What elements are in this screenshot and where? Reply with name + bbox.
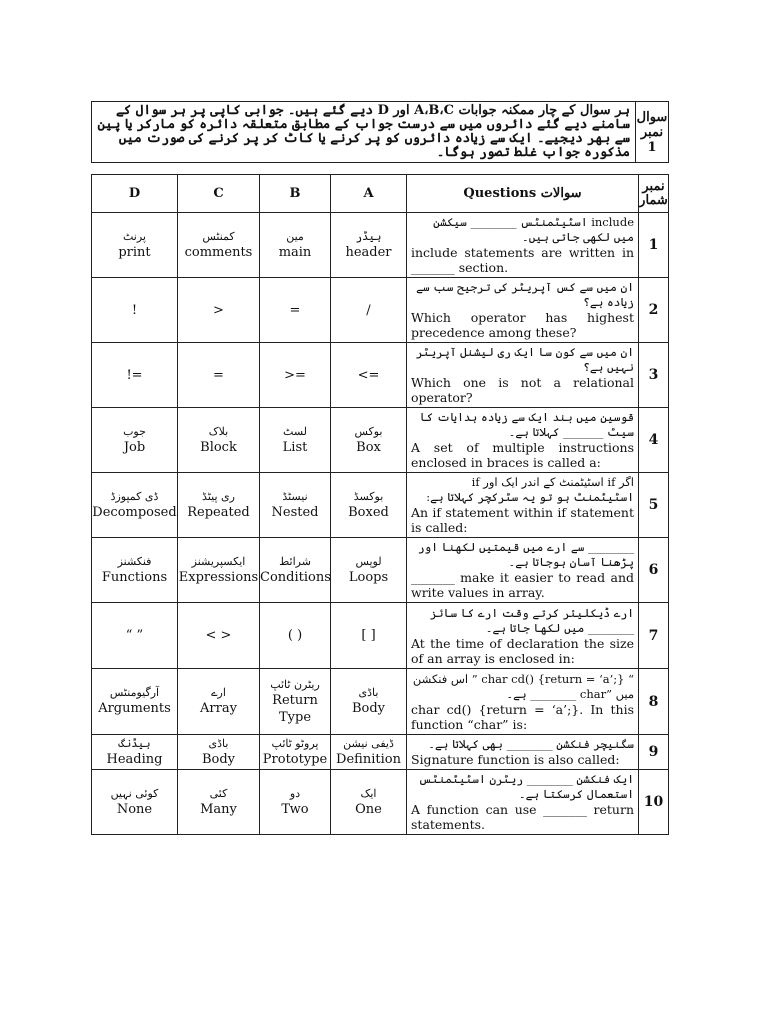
option-b-urdu: دو <box>289 786 301 800</box>
question-cell <box>407 603 639 669</box>
option-b-urdu: نیسٹڈ <box>282 489 308 503</box>
question-number: 4 <box>639 408 669 473</box>
option-d-english: Heading <box>106 751 163 767</box>
option-c-cell <box>178 603 260 669</box>
option-c-cell <box>178 213 260 278</box>
question-urdu: سگنیچر فنکشن ________ بھی کہلاتا ہے۔ <box>428 737 634 751</box>
question-cell <box>407 278 639 343</box>
question-number-label: سوال نمبر 1 <box>636 102 669 163</box>
option-a-english: [ ] <box>361 628 376 643</box>
option-b-english: Two <box>281 801 309 817</box>
table-row <box>92 735 669 770</box>
option-c-urdu: کمنٹس <box>202 229 235 243</box>
option-d-english: Arguments <box>98 701 171 716</box>
option-d-urdu: پرنٹ <box>123 229 146 243</box>
option-a-cell <box>331 538 407 603</box>
option-c-urdu: بلاک <box>208 424 229 438</box>
option-a-urdu: ایک <box>360 786 377 800</box>
option-c-english: comments <box>184 244 253 260</box>
mcq-sheet <box>91 101 668 835</box>
question-english: Which one is not a relational operator? <box>411 375 634 405</box>
table-row <box>92 408 669 473</box>
questions-table <box>91 174 669 835</box>
question-cell <box>407 343 639 408</box>
option-a-english: Loops <box>348 569 389 585</box>
table-row <box>92 473 669 538</box>
instructions-table <box>91 101 669 163</box>
option-d-english: != <box>126 367 143 383</box>
question-urdu: ________ سے ارے میں قیمتیں لکھنا اور پڑھنا آسان ہوجاتا ہے۔ <box>417 540 634 569</box>
option-d-english: Decomposed <box>92 504 177 520</box>
option-c-urdu: باڈی <box>208 736 229 750</box>
option-c-urdu: ری پیٹڈ <box>202 489 235 503</box>
option-b-english: Prototype <box>262 751 328 767</box>
column-header-a: A <box>331 175 407 213</box>
question-number: 3 <box>639 343 669 408</box>
option-c-english: Repeated <box>187 504 250 520</box>
option-b-urdu: پروٹو ٹائپ <box>271 736 319 750</box>
table-row <box>92 213 669 278</box>
option-b-english: >= <box>284 367 306 383</box>
option-d-english: print <box>118 244 151 260</box>
option-c-cell <box>178 278 260 343</box>
question-urdu: قوسین میں بند ایک سے زیادہ ہدایات کا سیٹ _______ کہلاتا ہے۔ <box>419 410 634 439</box>
table-row <box>92 343 669 408</box>
option-a-urdu: ہیڈر <box>355 229 382 243</box>
option-c-cell <box>178 473 260 538</box>
option-a-cell <box>331 343 407 408</box>
option-b-urdu: ریٹرن ٹائپ <box>270 677 320 691</box>
option-d-urdu: جوب <box>123 424 146 438</box>
option-a-cell <box>331 770 407 835</box>
option-a-urdu: بوکسڈ <box>353 489 384 503</box>
option-d-english: ! <box>131 302 138 318</box>
option-b-cell <box>260 770 331 835</box>
option-c-cell <box>178 770 260 835</box>
option-b-english: List <box>282 439 308 455</box>
option-a-urdu: بوکس <box>354 424 383 438</box>
option-b-urdu: لسٹ <box>283 424 307 438</box>
table-row <box>92 538 669 603</box>
option-c-cell <box>178 735 260 770</box>
option-a-cell <box>331 473 407 538</box>
option-a-urdu: لوپس <box>355 554 382 568</box>
option-b-english: Return Type <box>272 692 318 725</box>
option-b-english: ( ) <box>287 628 303 643</box>
question-cell <box>407 735 639 770</box>
option-c-english: Expressions <box>178 569 259 585</box>
option-b-cell <box>260 213 331 278</box>
question-urdu: ایک فنکشن ________ ریٹرن اسٹیٹمنٹس استعمال کرسکتا ہے۔ <box>418 772 634 801</box>
question-number: 1 <box>639 213 669 278</box>
question-number: 7 <box>639 603 669 669</box>
option-c-english: Body <box>201 751 236 767</box>
option-d-english: None <box>116 801 153 817</box>
option-b-english: Nested <box>271 504 319 520</box>
option-a-urdu: ڈیفی نیشن <box>343 736 394 750</box>
option-b-cell <box>260 603 331 669</box>
option-a-english: Definition <box>336 751 401 767</box>
option-a-cell <box>331 213 407 278</box>
option-b-english: Conditions <box>260 569 331 585</box>
option-d-cell <box>92 735 178 770</box>
question-english: char cd() {return = ‘a’;}. In this function “char” is: <box>411 701 634 732</box>
option-b-cell <box>260 538 331 603</box>
question-english: Signature function is also called: <box>411 752 620 767</box>
question-english: Which operator has highest precedence among these? <box>411 310 634 340</box>
question-urdu: ارے ڈیکلیئر کرتے وقت ارے کا سائز ________ میں لکھا جاتا ہے۔ <box>430 605 634 635</box>
table-row <box>92 603 669 669</box>
column-header-serial: نمبر شمار <box>639 175 669 213</box>
option-c-cell <box>178 669 260 735</box>
question-number: 8 <box>639 669 669 735</box>
option-d-cell <box>92 473 178 538</box>
option-b-urdu: مین <box>286 229 304 243</box>
option-c-english: Block <box>200 439 237 455</box>
question-english: A set of multiple instructions enclosed in braces is called a: <box>411 440 634 470</box>
question-rows <box>92 213 669 835</box>
option-b-cell <box>260 408 331 473</box>
option-d-cell <box>92 770 178 835</box>
option-a-urdu: باڈی <box>358 686 379 699</box>
option-c-english: Many <box>200 801 237 817</box>
column-header-c: C <box>178 175 260 213</box>
table-header-row <box>92 175 669 213</box>
option-d-english: Job <box>123 439 146 455</box>
question-english: An if statement within if statement is called: <box>411 505 634 535</box>
option-a-english: One <box>355 801 382 817</box>
option-d-urdu: کوئی نہیں <box>110 786 159 800</box>
question-english: At the time of declaration the size of an array is enclosed in: <box>411 635 634 666</box>
option-d-cell <box>92 669 178 735</box>
question-cell <box>407 408 639 473</box>
option-b-urdu: شرائط <box>279 554 311 568</box>
question-urdu: اگر if اسٹیٹمنٹ کے اندر ایک اور if اسٹیٹمنٹ ہو تو یہ سٹرکچر کہلاتا ہے: <box>426 475 634 504</box>
question-urdu: ان میں سے کون سا ایک ری لیشنل آپریٹر نہیں ہے؟ <box>416 345 634 374</box>
question-urdu: include اسٹیٹمنٹس ________ سیکشن میں لکھی جاتی ہیں۔ <box>433 215 634 244</box>
question-cell <box>407 770 639 835</box>
option-b-cell <box>260 278 331 343</box>
option-a-cell <box>331 603 407 669</box>
option-a-english: <= <box>357 367 380 383</box>
option-d-cell <box>92 538 178 603</box>
option-d-english: “ ” <box>125 628 144 643</box>
question-number: 5 <box>639 473 669 538</box>
option-c-english: < > <box>205 628 232 643</box>
question-urdu: ان میں سے کس آپریٹر کی ترجیح سب سے زیادہ ہے؟ <box>416 280 634 309</box>
option-b-english: main <box>278 244 312 260</box>
option-c-urdu: ایکسپریشنز <box>191 554 246 568</box>
question-number: 6 <box>639 538 669 603</box>
question-english: _______ make it easier to read and write values in array. <box>411 570 634 600</box>
option-d-urdu: فنکشنز <box>117 554 152 568</box>
option-d-urdu: آرگیومنٹس <box>109 686 160 699</box>
option-b-cell <box>260 735 331 770</box>
option-c-cell <box>178 408 260 473</box>
option-a-cell <box>331 735 407 770</box>
option-b-cell <box>260 473 331 538</box>
column-header-d: D <box>92 175 178 213</box>
question-english: include statements are written in _______ section. <box>411 245 634 275</box>
option-a-cell <box>331 278 407 343</box>
column-header-questions: سوالات Questions <box>407 175 639 213</box>
option-b-english: = <box>289 302 301 318</box>
option-a-english: / <box>366 302 371 318</box>
option-d-cell <box>92 343 178 408</box>
option-d-cell <box>92 213 178 278</box>
question-urdu: “ char cd() {return = ‘a’;} ” اس فنکشن میں ”char ________ ہے۔ <box>412 671 634 701</box>
option-d-cell <box>92 408 178 473</box>
option-a-english: header <box>345 244 392 260</box>
option-d-english: Functions <box>101 569 168 585</box>
option-a-english: Box <box>356 439 381 455</box>
table-row <box>92 278 669 343</box>
question-cell <box>407 669 639 735</box>
question-number: 2 <box>639 278 669 343</box>
option-d-urdu: ڈی کمپوزڈ <box>110 489 159 503</box>
option-c-cell <box>178 343 260 408</box>
question-number: 10 <box>639 770 669 835</box>
option-c-cell <box>178 538 260 603</box>
option-a-cell <box>331 408 407 473</box>
option-b-cell <box>260 343 331 408</box>
option-c-english: > <box>213 302 224 318</box>
option-a-english: Boxed <box>348 504 389 520</box>
question-cell <box>407 473 639 538</box>
option-b-cell <box>260 669 331 735</box>
instructions-text: ہر سوال کے چار ممکنہ جوابات A،B،C اور D دیے گئے ہیں۔ جوابی کاپی پر ہر سوال کے سامنے دیے گئے دائروں میں سے درست جواب کے مطابق متعلقہ دائرہ کو مارکر یا پین سے بھر دیجیے۔ ایک سے زیادہ دائروں کو پر کرنے یا کاٹ کر پر کرنے کی صورت میں مذکورہ جواب غلط تصور ہوگا۔ <box>92 102 636 163</box>
question-cell <box>407 213 639 278</box>
option-c-english: Array <box>200 701 237 716</box>
question-cell <box>407 538 639 603</box>
option-c-urdu: کئی <box>209 786 228 800</box>
table-row <box>92 770 669 835</box>
table-row <box>92 669 669 735</box>
column-header-b: B <box>260 175 331 213</box>
question-number: 9 <box>639 735 669 770</box>
question-english: A function can use _______ return statements. <box>411 802 634 832</box>
option-a-english: Body <box>351 701 386 716</box>
option-c-english: = <box>213 367 224 383</box>
option-a-cell <box>331 669 407 735</box>
option-d-cell <box>92 603 178 669</box>
option-d-cell <box>92 278 178 343</box>
option-d-urdu: ہیڈنگ <box>118 736 151 750</box>
option-c-urdu: ارے <box>211 686 226 699</box>
